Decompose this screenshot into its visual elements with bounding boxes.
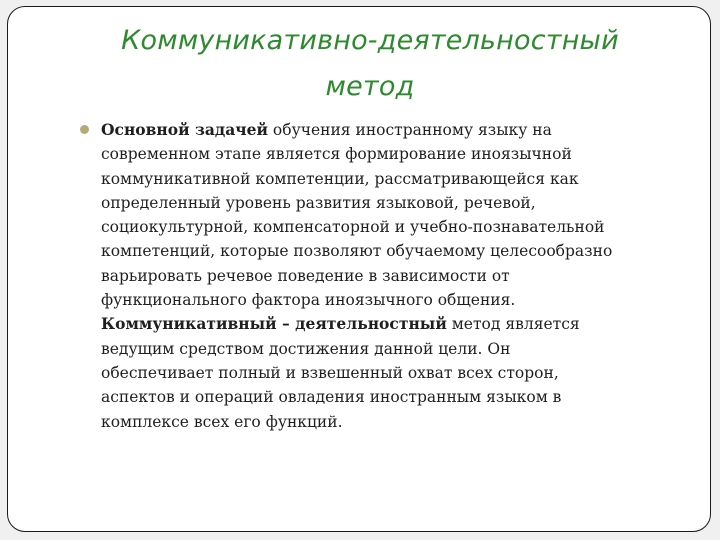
body-line [101, 239, 680, 263]
body-paragraph [101, 118, 680, 434]
line-text: определенный уровень развития языковой, речевой, [101, 193, 536, 212]
line-text: современном этапе является формирование иноязычной [101, 145, 572, 164]
bold-text: Коммуникативный – деятельностный [101, 314, 447, 334]
body-line [101, 288, 680, 312]
title-line-2: метод [325, 71, 415, 102]
body-line [101, 312, 680, 336]
line-text: обеспечивает полный и взвешенный охват всех сторон, [101, 363, 559, 382]
line-text: метод является [446, 315, 580, 334]
title-line-1: Коммуникативно-деятельностный [121, 25, 619, 56]
body-line [101, 361, 680, 385]
line-text: функционального фактора иноязычного общения. [101, 291, 516, 310]
line-text: коммуникативной компетенции, рассматривающейся как [101, 169, 579, 188]
slide-title [40, 18, 700, 110]
line-text: компетенций, которые позволяют обучаемому целесообразно [101, 242, 613, 261]
body-line [101, 410, 680, 434]
bold-text: Основной задачей [101, 120, 268, 139]
body-line [101, 385, 680, 409]
body-line [101, 191, 680, 215]
line-text: обучения иностранному языку на [267, 121, 552, 139]
line-text: ведущим средством достижения данной цели. Он [101, 339, 511, 358]
body-line [101, 337, 680, 361]
body-line [101, 142, 680, 166]
body-line [101, 167, 680, 191]
body-line [101, 118, 680, 142]
line-text: аспектов и операций овладения иностранным языком в [101, 388, 562, 407]
line-text: варьировать речевое поведение в зависимости от [101, 266, 510, 285]
body-line [101, 215, 680, 239]
line-text: комплексе всех его функций. [101, 412, 343, 431]
line-text: социокультурной, компенсаторной и учебно-познавательной [101, 218, 605, 237]
slide-body [80, 118, 680, 434]
body-line [101, 264, 680, 288]
